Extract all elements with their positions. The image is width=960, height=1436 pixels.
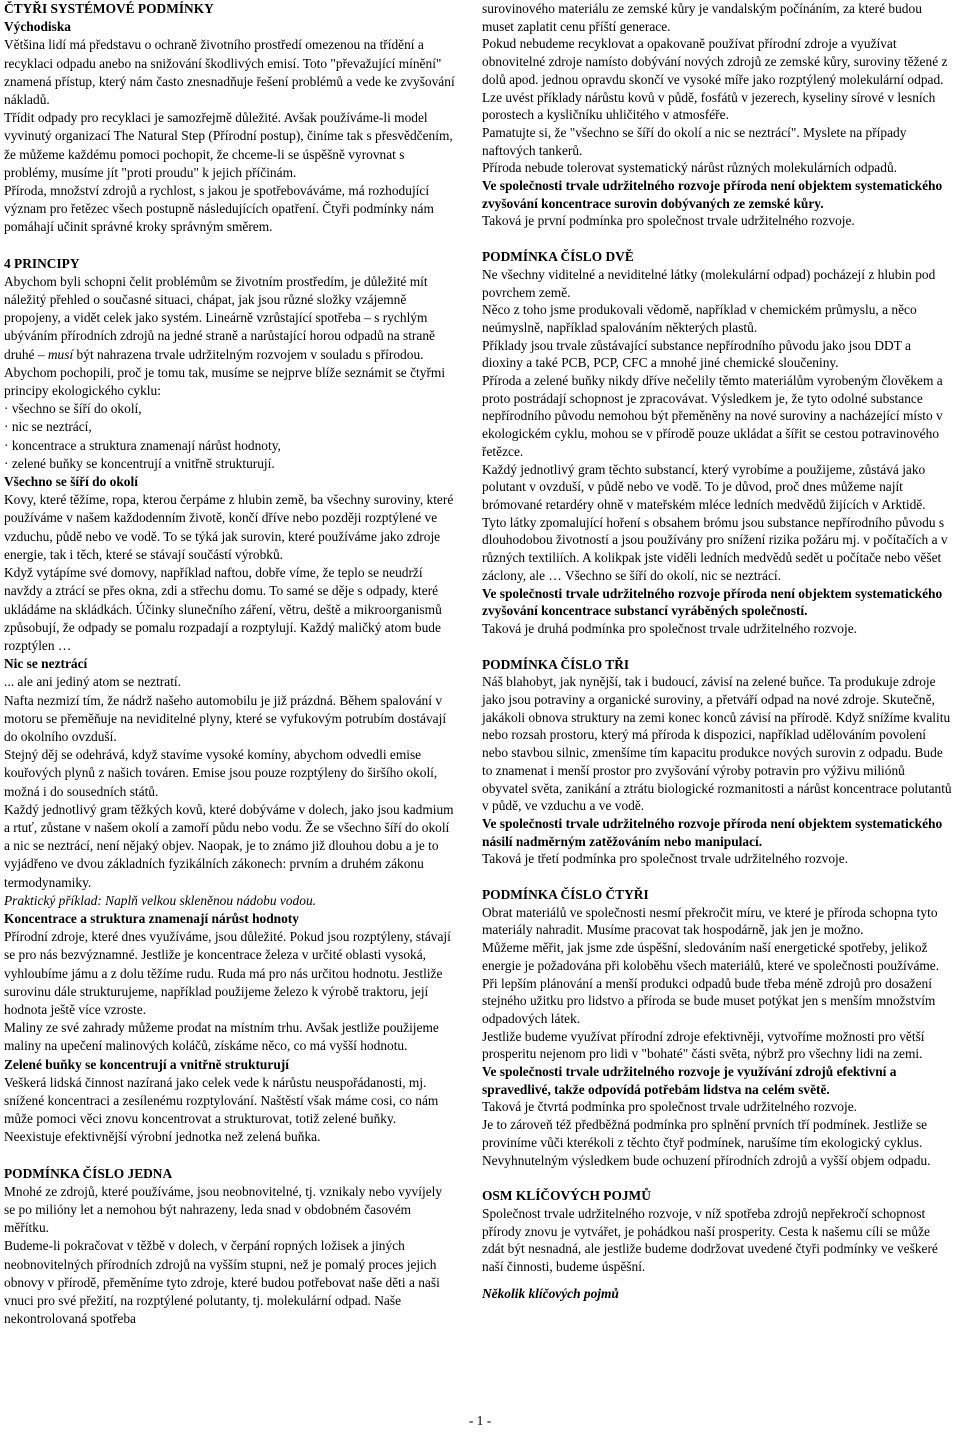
paragraph: Něco z toho jsme produkovali vědomě, například v chemickém průmyslu, a něco neúmyslně, například spalováním některých plastů. — [482, 302, 917, 335]
paragraph: Příroda a zelené buňky nikdy dříve nečelily těmto materiálům vyrobeným člověkem a proto postrádají schopnost je zpracovávat. Výsledkem je, že tyto odolné substance nepřírodního původu nemohou být přeměněny na nové suroviny a nacházející místo v ekologickém cyklu, mohou se v přírodě pouze ukládat a šířit se cestou potravinového řetězce. — [482, 373, 943, 459]
paragraph: Společnost trvale udržitelného rozvoje, v níž spotřeba zdrojů nepřekročí schopnost přírody znovu je vytvářet, je pohádkou naší prosperity. Cesta k našemu cíli se může zdát být nesnadná, ale jestliže budeme dodržovat uvedené čtyři podmínky ve veškeré naší činnosti, budeme úspěšní. — [482, 1206, 938, 1275]
spacer — [482, 868, 952, 886]
paragraph: Mnohé ze zdrojů, které používáme, jsou neobnovitelné, tj. vznikaly nebo vyvíjely se po milióny let a nemohou být nahrazeny, leda snad v obdobném časovém měřítku. — [4, 1183, 443, 1236]
example-text: Praktický příklad: Naplň velkou skleněnou nádobu vodou. — [4, 892, 316, 908]
paragraph: Nafta nezmizí tím, že nádrž našeho automobilu je již prázdná. Během spalování v motoru se přeměňuje na neviditelné plyny, které se vyfukovým potrubím dostávají do okolního ovzduší. — [4, 692, 447, 744]
paragraph: Příklady jsou trvale zůstávající substance nepřírodního původu jako jsou DDT a dioxiny a také PCB, PCP, CFC a mnohé jiné chemické sloučeniny. — [482, 337, 911, 371]
section-heading: OSM KLÍČOVÝCH POJMŮ — [482, 1188, 651, 1204]
section-heading: PODMÍNKA ČÍSLO ČTYŘI — [482, 887, 649, 903]
paragraph: Taková je první podmínka pro společnost trvale udržitelného rozvoje. — [482, 213, 855, 229]
section-heading: PODMÍNKA ČÍSLO DVĚ — [482, 249, 634, 265]
paragraph: Taková je čtvrtá podmínka pro společnost trvale udržitelného rozvoje. — [482, 1099, 857, 1115]
text-run: Abychom byli schopni čelit problémům se životním prostředím, je důležité mít náležitý přehled o současné situaci, chápat, jak jsou různé složky vzájemně propojeny, a vidět celek jako systém. Lineárně vzrůstající spotřeba – s rychlým ubýváním přírodních zdrojů na jedné straně a narůstající horou odpadů na straně druhé – — [4, 273, 435, 362]
subsection-heading: Zelené buňky se koncentrují a vnitřně strukturují — [4, 1056, 289, 1072]
subsection-heading: Všechno se šíří do okolí — [4, 474, 138, 490]
bold-statement: Ve společnosti trvale udržitelného rozvoje příroda není objektem systematického zvyšování koncentrace surovin dobývaných ze zemské kůry. — [482, 178, 943, 211]
spacer — [482, 230, 952, 248]
bold-statement: Ve společnosti trvale udržitelného rozvoje je využívání zdrojů efektivní a spravedlivé, takže odpovídá potřebám lidstva na celém světě. — [482, 1064, 897, 1097]
paragraph: Přírodní zdroje, které dnes využíváme, jsou důležité. Pokud jsou rozptýleny, stávají se pro nás bezvýznamné. Jestliže je koncentrace železa v určité oblasti vysoká, vyhloubíme jámu a z dolu těžíme rudu. Ruda má pro nás určitou hodnotu. Jestliže surovinu dále strukturujeme, například použijeme železo k výrobě traktoru, její hodnota ještě více vzroste. — [4, 929, 451, 1017]
spacer — [482, 1169, 952, 1187]
paragraph: Každý jednotlivý gram těchto substancí, který vyrobíme a použijeme, zůstává jako polutant v ovzduší, v půdě nebo ve vodě. To je důvod, proč dnes můžeme najít brómované retardéry ohně v mateřském mléce ledních medvědů žijících v Arktidě. Tyto látky zpomalující hoření s obsahem brómu jsou substance nepřírodního původu s dlouhodobou životností a jsou používány pro snížení rizika požáru mj. v počítačích a v různých textiliích. A kolikpak jste viděli ledních medvědů sedět u počítače nebo věšet záclony, ale … Všechno se šíří do okolí, nic se neztrácí. — [482, 461, 948, 583]
spacer — [482, 1276, 952, 1285]
paragraph: Ne všechny viditelné a neviditelné látky (molekulární odpad) pocházejí z hlubin pod povrchem země. — [482, 266, 936, 300]
paragraph: Příroda nebude tolerovat systematický nárůst různých molekulárních odpadů. — [482, 160, 897, 176]
paragraph: Příroda, množství zdrojů a rychlost, s jakou je spotřebováváme, má rozhodující význam pro řetězec všech postupně následujících opatření. Čtyři podmínky nám pomáhají učinit správné kroky správným směrem. — [4, 183, 434, 235]
paragraph: Taková je třetí podmínka pro společnost trvale udržitelného rozvoje. — [482, 851, 849, 867]
paragraph: ... ale ani jediný atom se neztratí. — [4, 674, 181, 690]
list-item: · všechno se šíří do okolí, — [4, 400, 456, 418]
section-heading: PODMÍNKA ČÍSLO JEDNA — [4, 1165, 173, 1181]
paragraph: Maliny ze své zahrady můžeme prodat na místním trhu. Avšak jestliže použijeme maliny na upečení malinových koláčů, získáme něco, co má vyšší hodnotu. — [4, 1020, 439, 1054]
right-column — [482, 0, 952, 1303]
paragraph: Pokud nebudeme recyklovat a opakovaně používat přírodní zdroje a využívat obnovitelné zdroje namísto dobývání nových zdrojů ze zemské kůry, suroviny těžené z dolů apod. jednou opravdu skončí ve vysoké míře jako rozptýlený molekulární odpad. — [482, 36, 948, 87]
section-heading: PODMÍNKA ČÍSLO TŘI — [482, 656, 630, 672]
paragraph: Lze uvést příklady nárůstu kovů v půdě, fosfátů v jezerech, kyseliny sírové v lesních porostech a kysličníku uhličitého v atmosféře. — [482, 89, 936, 123]
text-run: být nahrazena trvale udržitelným rozvojem v souladu s přírodou. Abychom pochopili, proč je tomu tak, musíme se nejprve blíže seznámit se čtyřmi principy ekologického cyklu: — [4, 346, 446, 399]
subsection-heading: Koncentrace a struktura znamenají nárůst hodnoty — [4, 910, 299, 926]
paragraph: Když vytápíme své domovy, například naftou, dobře víme, že teplo se neudrží navždy a ztrácí se přes okna, zdi a střechu domu. To samé se děje s odpady, které ukládáme na skládkách. Účinky slunečního záření, větru, deště a mikroorganismů způsobují, že odpady se pomalu rozpadají a rozptylují. Každý maličký atom bude rozptýlen … — [4, 565, 442, 653]
spacer — [482, 638, 952, 656]
section-heading: Východiska — [4, 19, 71, 35]
paragraph: Kovy, které těžíme, ropa, kterou čerpáme z hlubin země, ba všechny suroviny, které používáme v našem každodenním životě, končí dříve nebo později rozptýlené ve vzduchu, půdě nebo ve vodě. To se týká jak surovin, které používáme jako zdroje energie, tak i těch, které se stávají součástí výrobků. — [4, 492, 454, 562]
left-column — [4, 0, 456, 1328]
page-number: - 1 - — [468, 1413, 492, 1428]
list-item: · nic se neztrácí, — [4, 418, 456, 436]
paragraph: Třídit odpady pro recyklaci je samozřejmě důležité. Avšak používáme-li model vyvinutý organizací The Natural Step (Přírodní postup), činíme tak s přesvědčením, že můžeme každému pomoci pochopit, že chceme-li se úspěšně vyrovnat s problémy, musíme jít "proti proudu" k jejich příčinám. — [4, 110, 453, 180]
paragraph: Náš blahobyt, jak nynější, tak i budoucí, závisí na zelené buňce. Ta produkuje zdroje jako jsou potraviny a organické suroviny, a přetváří odpad na nové zdroje. Skutečně, jakákoli obnova struktury na zemi konec konců závisí na přírodě. Když snížíme kvalitu nebo rozsah prostoru, který má příroda k dispozici, například udělováním povolení nebo stavbou silnic, zmenšíme tím kapacitu produkce nových surovin z odpadu. Bude to znamenat i menší prostor pro zvyšování výroby potravin pro výživu miliónů obyvatel světa, zanikání a ztrátu biologické rozmanitosti a nárůst koncentrace polutantů v půdě, ve vzduchu a ve vodě. — [482, 674, 952, 814]
paragraph: Budeme-li pokračovat v těžbě v dolech, v čerpání ropných ložisek a jiných neobnovitelných přírodních zdrojů na vyšším stupni, než je pomalý proces jejich obnovy v přírodě, přeměníme tyto zdroje, které budou potřebovat naše děti a naši vnuci pro své přežití, na rozptýlené polutanty, tj. molekulární odpad. Naše nekontrolovaná spotřeba — [4, 1238, 440, 1327]
paragraph: Obrat materiálů ve společnosti nesmí překročit míru, ve které je příroda schopna tyto materiály nahradit. Musíme pracovat tak hospodárně, jak jen je možno. — [482, 904, 938, 938]
paragraph: Jestliže budeme využívat přírodní zdroje efektivněji, vytvoříme možnosti pro větší prosperitu nejenom pro lidi v "bohaté" části světa, nýbrž pro všechny lidi na zemi. — [482, 1028, 925, 1062]
subsection-heading: Nic se neztrácí — [4, 656, 88, 672]
spacer — [4, 1147, 456, 1165]
paragraph: Taková je druhá podmínka pro společnost trvale udržitelného rozvoje. — [482, 620, 857, 636]
paragraph: Veškerá lidská činnost nazíraná jako celek vede k nárůstu neuspořádanosti, mj. snížené koncentraci a zesílenému rozptylování. Naštěstí však máme cosi, co nám může pomoci věci znovu koncentrovat a strukturovat, totiž zelené buňky. Neexistuje efektivnější výrobní jednotka než zelená buňka. — [4, 1074, 439, 1145]
paragraph: surovinového materiálu ze zemské kůry je vandalským počínáním, za které budou muset zaplatit cenu příští generace. — [482, 1, 922, 34]
bold-statement: Ve společnosti trvale udržitelného rozvoje příroda není objektem systematického násilí nadměrným zatěžováním nebo manipulací. — [482, 815, 943, 849]
subsection-heading: Několik klíčových pojmů — [482, 1285, 619, 1301]
bold-statement: Ve společnosti trvale udržitelného rozvoje příroda není objektem systematického zvyšování koncentrace substancí vyráběných společností. — [482, 585, 943, 619]
section-heading: 4 PRINCIPY — [4, 255, 80, 271]
spacer — [4, 237, 456, 255]
paragraph: Při lepším plánování a menší produkci odpadů bude třeba méně zdrojů pro dosažení stejného užitku pro lidstvo a příroda se bude muset potýkat jen s menším množstvím odpadových látek. — [482, 975, 936, 1026]
paragraph: Stejný děj se odehrává, když stavíme vysoké komíny, abychom odvedli emise kouřových plynů z našich továren. Emise jsou pouze rozptýleny do širšího okolí, možná i do sousedních států. — [4, 747, 438, 799]
paragraph: Pamatujte si, že "všechno se šíří do okolí a nic se neztrácí". Myslete na případy naftových tankerů. — [482, 124, 907, 158]
paragraph: Je to zároveň též předběžná podmínka pro splnění prvních tří podmínek. Jestliže se proviníme vůči kterékoli z těchto čtyř podmínek, narušíme tím ekologický cyklus. Nevyhnutelným výsledkem bude ochuzení přírodních zdrojů a vyšší objem odpadu. — [482, 1117, 931, 1168]
paragraph: Můžeme měřit, jak jsme zde úspěšní, sledováním naší energetické spotřeby, jelikož energie je požadována při koloběhu všech materiálů, které ve společnosti používáme. — [482, 940, 940, 973]
list-item: · zelené buňky se koncentrují a vnitřně strukturují. — [4, 455, 456, 473]
paragraph — [4, 273, 456, 400]
paragraph: Většina lidí má představu o ochraně životního prostředí omezenou na třídění a recyklaci odpadu anebo na snižování škodlivých emisí. Toto "převažující mínění" znamená přístup, který nám často znesnadňuje řešení problémů a vede ke zvyšování nákladů. — [4, 37, 455, 108]
document-title: ČTYŘI SYSTÉMOVÉ PODMÍNKY — [4, 1, 214, 16]
emphasis-text: musí — [47, 346, 74, 362]
paragraph: Každý jednotlivý gram těžkých kovů, které dobýváme v dolech, jako jsou kadmium a rtuť, zůstane v našem okolí a zamoří půdu nebo vodu. Že se všechno šíří do okolí a nic se neztrácí, není nějaký objev. Naopak, je to známo již dlouhou dobu a je to vyjádřeno ve dvou základních fyzikálních zákonech: prvním a druhém zákonu termodynamiky. — [4, 801, 454, 890]
list-item: · koncentrace a struktura znamenají nárůst hodnoty, — [4, 437, 456, 455]
